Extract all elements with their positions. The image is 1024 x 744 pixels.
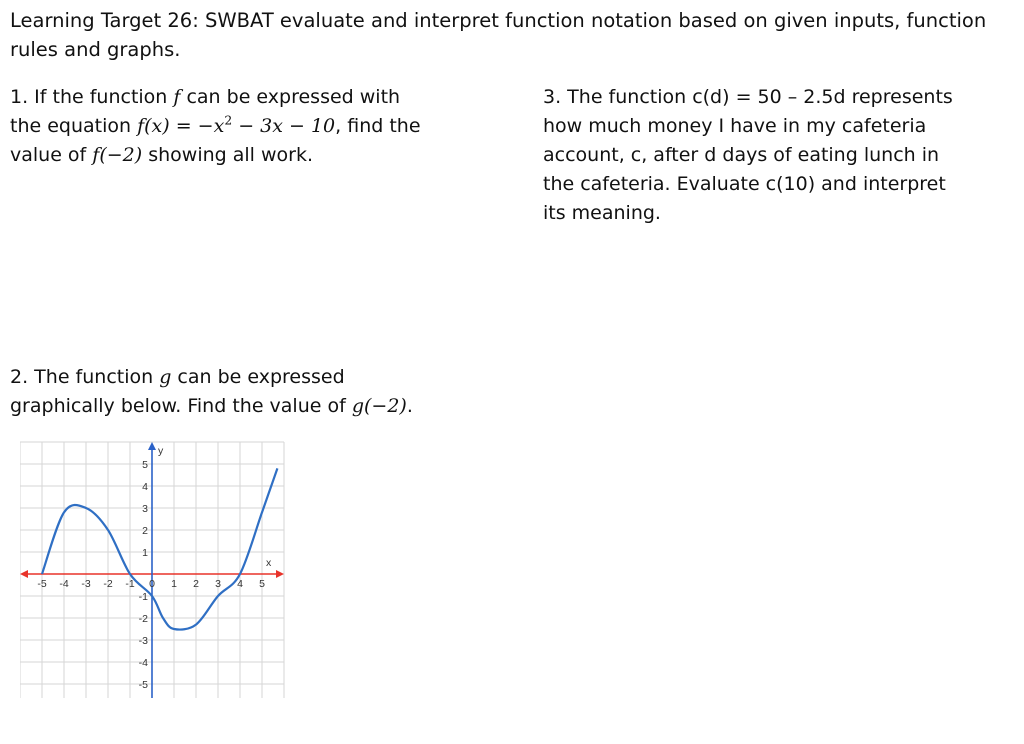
- y-tick-label: -2: [138, 613, 148, 625]
- function-g-symbol: g: [159, 366, 172, 388]
- question-2-line-1: 2. The function g can be expressed: [10, 366, 345, 388]
- graph-curve-layer: [42, 468, 277, 629]
- question-3-line: 3. The function c(d) = 50 – 2.5d represents: [543, 86, 953, 108]
- x-axis-arrow-left: [20, 570, 28, 578]
- y-tick-label: -3: [138, 635, 148, 647]
- function-g-curve: [42, 468, 277, 629]
- x-tick-label: 2: [193, 578, 199, 590]
- question-1-line-2: the equation $f(x) = -x^2 - 3x - 10$, find the: [10, 113, 421, 137]
- y-tick-label: -4: [138, 657, 148, 669]
- function-g-graph: [20, 438, 290, 698]
- x-tick-label: -4: [59, 578, 69, 590]
- question-3-line: account, c, after d days of eating lunch in: [543, 144, 940, 166]
- question-1-line-1: 1. If the function f can be expressed with: [10, 86, 401, 108]
- y-tick-label: -1: [138, 591, 148, 603]
- question-3: [543, 83, 1013, 228]
- graph-axes: [20, 442, 284, 698]
- x-tick-label: -3: [81, 578, 91, 590]
- equation: $f(x) = -x^2 - 3x - 10$: [137, 113, 336, 137]
- evaluate-g-value: g(−2): [351, 395, 407, 417]
- function-f-symbol: f: [173, 86, 181, 108]
- x-axis-arrow-right: [276, 570, 284, 578]
- x-tick-label: -5: [37, 578, 47, 590]
- y-tick-label: 1: [142, 547, 148, 559]
- question-2: [10, 363, 510, 421]
- x-axis-label: x: [266, 557, 272, 569]
- question-1-line-3: value of f(−2) showing all work.: [10, 144, 313, 166]
- y-axis-label: y: [158, 445, 164, 457]
- y-tick-label: -5: [138, 679, 148, 691]
- y-tick-label: 3: [142, 503, 148, 515]
- evaluate-f-value: f(−2): [92, 144, 143, 166]
- x-tick-label: 4: [237, 578, 243, 590]
- y-axis-arrow-up: [148, 442, 156, 450]
- graph-tick-labels: [37, 445, 272, 691]
- x-tick-label: 0: [149, 578, 155, 590]
- x-tick-label: 1: [171, 578, 177, 590]
- x-tick-label: -2: [103, 578, 113, 590]
- x-tick-label: -1: [125, 578, 135, 590]
- question-3-line: its meaning.: [543, 202, 661, 224]
- x-tick-label: 3: [215, 578, 221, 590]
- question-1: [10, 83, 490, 170]
- y-tick-label: 4: [142, 481, 148, 493]
- y-tick-label: 5: [142, 459, 148, 471]
- question-3-line: how much money I have in my cafeteria: [543, 115, 927, 137]
- question-2-line-2: graphically below. Find the value of g(−2).: [10, 395, 413, 417]
- x-tick-label: 5: [259, 578, 265, 590]
- y-tick-label: 2: [142, 525, 148, 537]
- learning-target-heading: Learning Target 26: SWBAT evaluate and interpret function notation based on given inputs, function rules and graphs.: [10, 9, 987, 61]
- question-3-line: the cafeteria. Evaluate c(10) and interpret: [543, 173, 946, 195]
